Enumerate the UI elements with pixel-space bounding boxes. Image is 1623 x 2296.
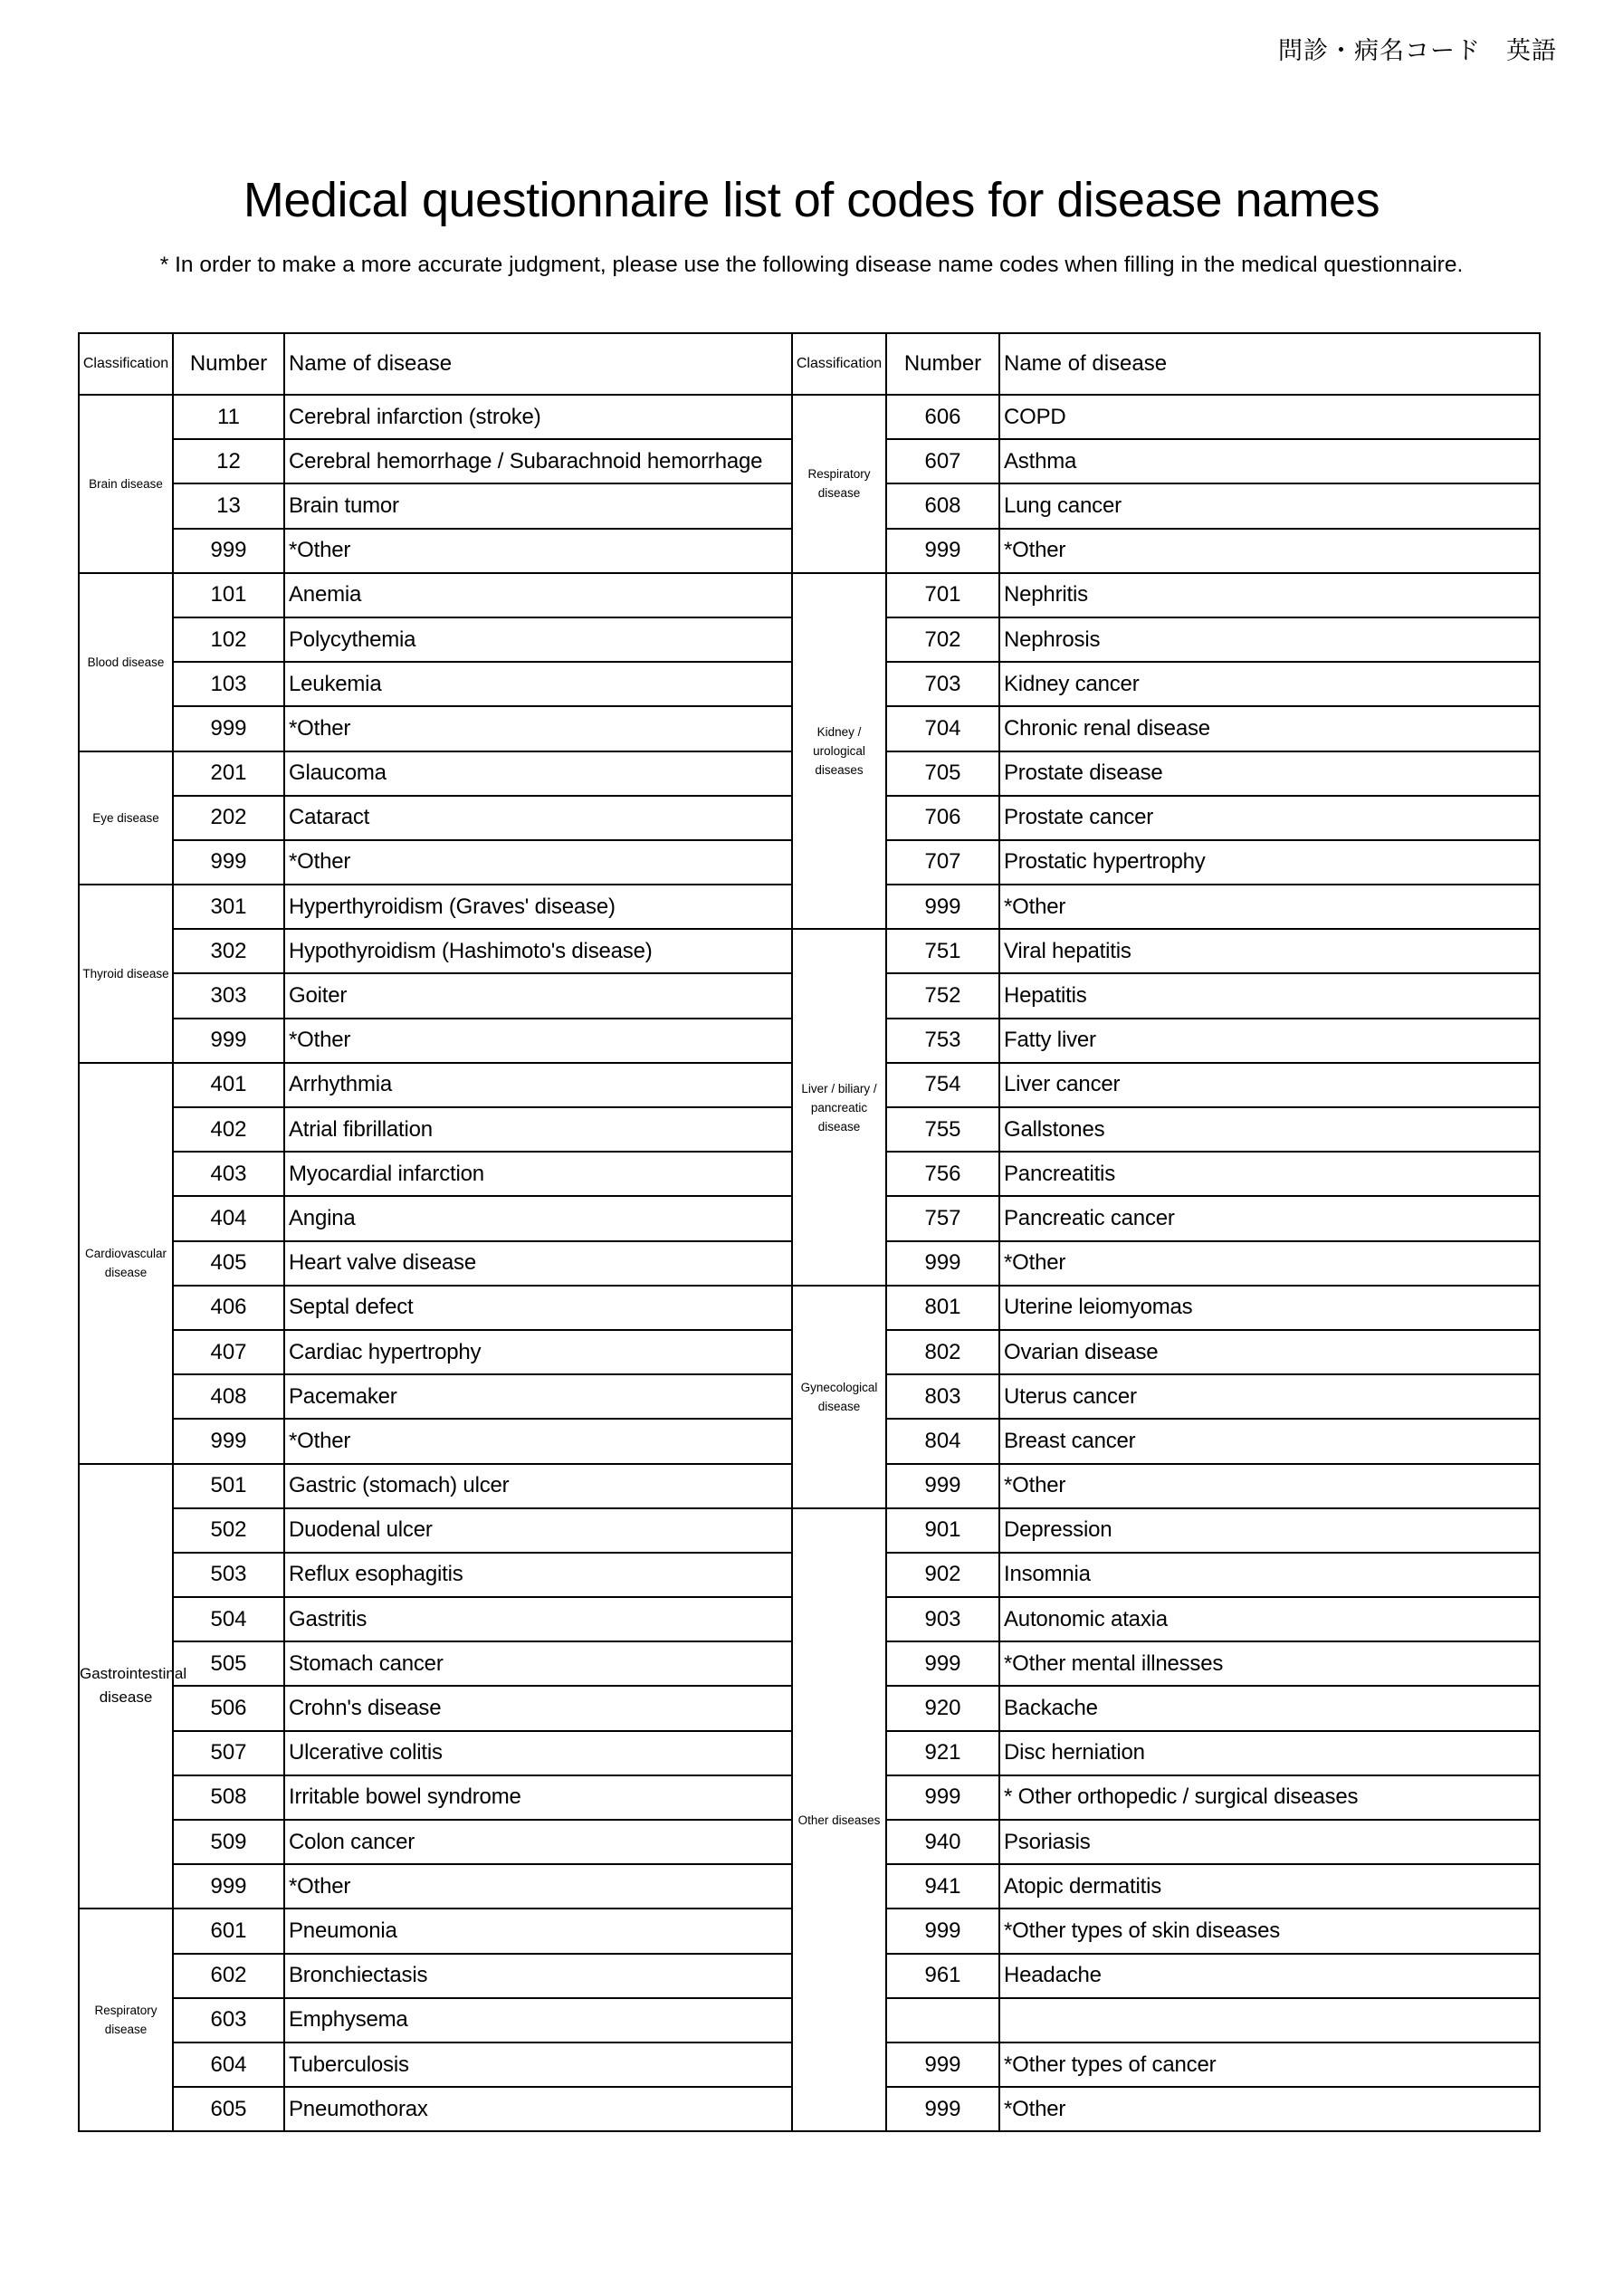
disease-name: Headache <box>999 1954 1540 1998</box>
disease-name: Gastritis <box>284 1597 792 1641</box>
disease-name: Viral hepatitis <box>999 929 1540 973</box>
disease-name: Pacemaker <box>284 1374 792 1419</box>
disease-number: 999 <box>886 1775 999 1820</box>
page-subtitle: * In order to make a more accurate judgment, please use the following disease name codes when filling in the medical questionnaire. <box>159 253 1464 277</box>
disease-name: Kidney cancer <box>999 662 1540 706</box>
table-row <box>79 1286 1540 1330</box>
disease-name: Reflux esophagitis <box>284 1553 792 1597</box>
disease-number: 302 <box>173 929 284 973</box>
disease-number: 12 <box>173 439 284 483</box>
classification-cell: Eye disease <box>79 751 173 885</box>
disease-name: Tuberculosis <box>284 2042 792 2087</box>
disease-number: 754 <box>886 1063 999 1107</box>
disease-number: 757 <box>886 1196 999 1240</box>
disease-number: 903 <box>886 1597 999 1641</box>
disease-name: Nephrosis <box>999 617 1540 662</box>
disease-name: Asthma <box>999 439 1540 483</box>
disease-name: Emphysema <box>284 1998 792 2042</box>
disease-number: 703 <box>886 662 999 706</box>
disease-number: 404 <box>173 1196 284 1240</box>
disease-number: 801 <box>886 1286 999 1330</box>
disease-name: Crohn's disease <box>284 1686 792 1730</box>
disease-name: Cerebral infarction (stroke) <box>284 395 792 439</box>
disease-name: Insomnia <box>999 1553 1540 1597</box>
disease-name: Atrial fibrillation <box>284 1107 792 1152</box>
disease-number: 605 <box>173 2087 284 2131</box>
disease-number: 704 <box>886 706 999 751</box>
disease-number <box>886 1998 999 2042</box>
table-row <box>79 929 1540 973</box>
classification-cell: Blood disease <box>79 573 173 751</box>
disease-number: 601 <box>173 1909 284 1953</box>
document-code-label: 問診・病名コード 英語 <box>1278 37 1557 65</box>
disease-number: 999 <box>886 2042 999 2087</box>
classification-cell: Cardiovascular disease <box>79 1063 173 1464</box>
disease-name: *Other <box>999 1241 1540 1286</box>
disease-number: 502 <box>173 1508 284 1553</box>
disease-name: Atopic dermatitis <box>999 1864 1540 1909</box>
disease-name: Glaucoma <box>284 751 792 796</box>
disease-name: Liver cancer <box>999 1063 1540 1107</box>
disease-number: 406 <box>173 1286 284 1330</box>
disease-name: Cataract <box>284 796 792 840</box>
disease-number: 999 <box>886 1909 999 1953</box>
disease-number: 606 <box>886 395 999 439</box>
disease-name: Psoriasis <box>999 1820 1540 1864</box>
disease-number: 202 <box>173 796 284 840</box>
disease-name: *Other <box>999 1464 1540 1508</box>
disease-name: Bronchiectasis <box>284 1954 792 1998</box>
disease-number: 301 <box>173 885 284 929</box>
disease-number: 701 <box>886 573 999 617</box>
disease-name: *Other <box>284 706 792 751</box>
classification-cell: Kidney / urological diseases <box>792 573 886 930</box>
classification-cell: Brain disease <box>79 395 173 573</box>
disease-name: Depression <box>999 1508 1540 1553</box>
disease-name: Prostatic hypertrophy <box>999 840 1540 885</box>
classification-cell: Respiratory disease <box>79 1909 173 2131</box>
disease-number: 403 <box>173 1152 284 1196</box>
disease-number: 603 <box>173 1998 284 2042</box>
disease-name: Pancreatic cancer <box>999 1196 1540 1240</box>
disease-name: *Other <box>284 529 792 573</box>
disease-name: Hyperthyroidism (Graves' disease) <box>284 885 792 929</box>
table-row <box>79 395 1540 439</box>
header-number: Number <box>886 333 999 395</box>
disease-number: 509 <box>173 1820 284 1864</box>
disease-code-table <box>78 332 1541 2132</box>
disease-number: 607 <box>886 439 999 483</box>
classification-cell: Respiratory disease <box>792 395 886 573</box>
disease-number: 507 <box>173 1731 284 1775</box>
disease-number: 999 <box>886 1241 999 1286</box>
disease-name: Arrhythmia <box>284 1063 792 1107</box>
disease-number: 506 <box>173 1686 284 1730</box>
disease-number: 604 <box>173 2042 284 2087</box>
disease-number: 501 <box>173 1464 284 1508</box>
disease-name: Breast cancer <box>999 1419 1540 1463</box>
disease-number: 401 <box>173 1063 284 1107</box>
disease-number: 901 <box>886 1508 999 1553</box>
disease-name: Nephritis <box>999 573 1540 617</box>
disease-name: Polycythemia <box>284 617 792 662</box>
disease-name: Leukemia <box>284 662 792 706</box>
disease-name: Pneumothorax <box>284 2087 792 2131</box>
disease-number: 803 <box>886 1374 999 1419</box>
classification-cell: Gynecological disease <box>792 1286 886 1508</box>
disease-name: Septal defect <box>284 1286 792 1330</box>
disease-name: Pneumonia <box>284 1909 792 1953</box>
disease-number: 101 <box>173 573 284 617</box>
disease-name: Cardiac hypertrophy <box>284 1330 792 1374</box>
disease-name: *Other mental illnesses <box>999 1641 1540 1686</box>
disease-number: 705 <box>886 751 999 796</box>
disease-name: Cerebral hemorrhage / Subarachnoid hemorrhage <box>284 439 792 483</box>
disease-name: *Other types of skin diseases <box>999 1909 1540 1953</box>
disease-number: 405 <box>173 1241 284 1286</box>
disease-number: 961 <box>886 1954 999 1998</box>
disease-name: * Other orthopedic / surgical diseases <box>999 1775 1540 1820</box>
disease-name: Ulcerative colitis <box>284 1731 792 1775</box>
table-header-row <box>79 333 1540 395</box>
disease-name: Stomach cancer <box>284 1641 792 1686</box>
disease-number: 407 <box>173 1330 284 1374</box>
disease-number: 999 <box>886 1464 999 1508</box>
classification-cell: Liver / biliary / pancreatic disease <box>792 929 886 1286</box>
disease-number: 755 <box>886 1107 999 1152</box>
disease-name: Colon cancer <box>284 1820 792 1864</box>
disease-name <box>999 1998 1540 2042</box>
disease-name: Fatty liver <box>999 1019 1540 1063</box>
disease-number: 103 <box>173 662 284 706</box>
disease-name: Uterine leiomyomas <box>999 1286 1540 1330</box>
page-title: Medical questionnaire list of codes for disease names <box>243 173 1380 227</box>
disease-number: 921 <box>886 1731 999 1775</box>
disease-number: 13 <box>173 483 284 528</box>
classification-cell: Gastrointestinal disease <box>79 1464 173 1909</box>
disease-number: 999 <box>886 1641 999 1686</box>
disease-number: 756 <box>886 1152 999 1196</box>
disease-number: 602 <box>173 1954 284 1998</box>
disease-name: *Other <box>284 1864 792 1909</box>
disease-number: 999 <box>173 706 284 751</box>
disease-number: 920 <box>886 1686 999 1730</box>
disease-number: 999 <box>173 840 284 885</box>
classification-cell: Thyroid disease <box>79 885 173 1063</box>
disease-name: *Other <box>999 2087 1540 2131</box>
disease-name: Brain tumor <box>284 483 792 528</box>
disease-number: 940 <box>886 1820 999 1864</box>
disease-number: 702 <box>886 617 999 662</box>
disease-number: 999 <box>886 2087 999 2131</box>
disease-number: 504 <box>173 1597 284 1641</box>
disease-number: 201 <box>173 751 284 796</box>
disease-name: Hepatitis <box>999 973 1540 1018</box>
disease-number: 503 <box>173 1553 284 1597</box>
disease-name: *Other <box>284 840 792 885</box>
disease-name: *Other types of cancer <box>999 2042 1540 2087</box>
disease-name: Heart valve disease <box>284 1241 792 1286</box>
disease-name: COPD <box>999 395 1540 439</box>
disease-number: 802 <box>886 1330 999 1374</box>
disease-number: 408 <box>173 1374 284 1419</box>
disease-number: 753 <box>886 1019 999 1063</box>
disease-name: *Other <box>284 1419 792 1463</box>
disease-name: Hypothyroidism (Hashimoto's disease) <box>284 929 792 973</box>
disease-name: Gallstones <box>999 1107 1540 1152</box>
disease-name: Lung cancer <box>999 483 1540 528</box>
table-row <box>79 573 1540 617</box>
disease-number: 999 <box>886 529 999 573</box>
disease-number: 999 <box>173 1019 284 1063</box>
disease-number: 902 <box>886 1553 999 1597</box>
disease-name: Anemia <box>284 573 792 617</box>
disease-name: Prostate cancer <box>999 796 1540 840</box>
disease-number: 402 <box>173 1107 284 1152</box>
disease-number: 707 <box>886 840 999 885</box>
disease-name: Autonomic ataxia <box>999 1597 1540 1641</box>
disease-number: 999 <box>886 885 999 929</box>
header-number: Number <box>173 333 284 395</box>
disease-name: Gastric (stomach) ulcer <box>284 1464 792 1508</box>
disease-number: 999 <box>173 1864 284 1909</box>
disease-name: Duodenal ulcer <box>284 1508 792 1553</box>
disease-number: 804 <box>886 1419 999 1463</box>
disease-name: Ovarian disease <box>999 1330 1540 1374</box>
disease-name: Goiter <box>284 973 792 1018</box>
header-name: Name of disease <box>999 333 1540 395</box>
disease-number: 752 <box>886 973 999 1018</box>
disease-number: 303 <box>173 973 284 1018</box>
disease-number: 751 <box>886 929 999 973</box>
disease-name: *Other <box>284 1019 792 1063</box>
disease-name: Disc herniation <box>999 1731 1540 1775</box>
disease-name: Angina <box>284 1196 792 1240</box>
disease-name: Irritable bowel syndrome <box>284 1775 792 1820</box>
disease-name: Backache <box>999 1686 1540 1730</box>
disease-name: Uterus cancer <box>999 1374 1540 1419</box>
disease-number: 508 <box>173 1775 284 1820</box>
header-name: Name of disease <box>284 333 792 395</box>
disease-name: Myocardial infarction <box>284 1152 792 1196</box>
disease-name: Chronic renal disease <box>999 706 1540 751</box>
table-row <box>79 1508 1540 1553</box>
disease-name: *Other <box>999 885 1540 929</box>
disease-number: 608 <box>886 483 999 528</box>
disease-number: 11 <box>173 395 284 439</box>
disease-number: 102 <box>173 617 284 662</box>
header-classification: Classification <box>79 333 173 395</box>
header-classification: Classification <box>792 333 886 395</box>
disease-number: 999 <box>173 1419 284 1463</box>
classification-cell: Other diseases <box>792 1508 886 2132</box>
disease-number: 505 <box>173 1641 284 1686</box>
disease-name: Pancreatitis <box>999 1152 1540 1196</box>
disease-number: 999 <box>173 529 284 573</box>
disease-number: 941 <box>886 1864 999 1909</box>
disease-number: 706 <box>886 796 999 840</box>
disease-name: *Other <box>999 529 1540 573</box>
disease-name: Prostate disease <box>999 751 1540 796</box>
